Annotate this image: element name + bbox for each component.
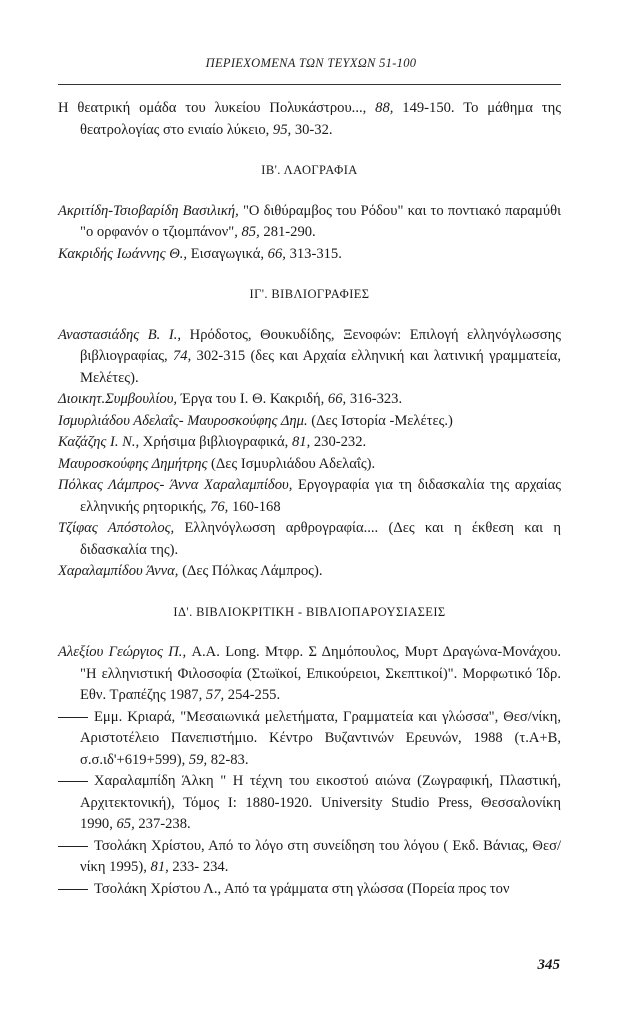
ditto-dash: [58, 717, 88, 718]
bib-entry: Κακριδής Ιωάννης Θ., Εισαγωγικά, 66, 313-315.: [58, 245, 342, 262]
intro-entry: Η θεατρική ομάδα του λυκείου Πολυκάστρου..., 88, 149-150. Το μάθημα της θεατρολογίας στο ενιαίο λύκειο, 95, 30-32.: [58, 100, 561, 138]
header-rule: [58, 84, 561, 85]
bib-entry-ditto: Τσολάκη Χρίστου Λ., Από τα γράμματα στη γλώσσα (Πορεία προς τον: [58, 879, 561, 901]
section-title-laografia: ΙΒ'. ΛΑΟΓΡΑΦΙΑ: [261, 163, 358, 177]
bib-entry-ditto: Τσολάκη Χρίστου, Από το λόγο στη συνείδηση του λόγου ( Εκδ. Βάνιας, Θεσ/νίκη 1995), 81, 233- 234.: [58, 836, 561, 879]
section-title-vivliokritiki: ΙΔ'. ΒΙΒΛΙΟΚΡΙΤΙΚΗ - ΒΙΒΛΙΟΠΑΡΟΥΣΙΑΣΕΙΣ: [173, 604, 446, 619]
running-head: ΠΕΡΙΕΧΟΜΕΝΑ ΤΩΝ ΤΕΥΧΩΝ 51-100: [205, 56, 417, 70]
bib-entry: Διοικητ.Συμβουλίου, Έργα του Ι. Θ. Κακριδή, 66, 316-323.: [58, 391, 403, 407]
bib-entry-ditto: Εμμ. Κριαρά, "Μεσαιωνικά μελετήματα, Γραμματεία και γλώσσα", Θεσ/νίκη, Αριστοτέλειο Πανεπιστήμιο. Κέντρο Βυζαντινών Ερευνών, 1988 (τ.Α+Β, σ.σ.ιδ'+619+599), 59, 82-83.: [58, 707, 561, 772]
ditto-dash: [58, 781, 88, 782]
ditto-dash: [58, 889, 88, 890]
bib-entry: Αλεξίου Γεώργιος Π., A.A. Long. Μτφρ. Σ Δημόπουλος, Μυρτ Δραγώνα-Μονάχου. "Η ελληνιστική Φιλοσοφία (Στωϊκοί, Επικούρειοι, Σκεπτικοί)". Μορφωτικό Ίδρ. Εθν. Τραπέζης 1987, 57, 254-255.: [58, 644, 561, 703]
bib-entry: Μαυροσκούφης Δημήτρης (Δες Ισμυρλιάδου Αδελαΐς).: [58, 455, 376, 472]
page-number: 345: [537, 957, 560, 973]
bib-entry: Ακριτίδη-Τσιοβαρίδη Βασιλική, "Ο διθύραμβος του Ρόδου" και το ποντιακό παραμύθι "ο ορφανόν ο τζιομπάνον", 85, 281-290.: [58, 202, 562, 240]
bib-entry: Αναστασιάδης Β. Ι., Ηρόδοτος, Θουκυδίδης, Ξενοφών: Επιλογή ελληνόγλωσσης βιβλιογραφίας, 74, 302-315 (δες και Αρχαία ελληνική και λατινική γραμματεία, Μελέτες).: [58, 326, 562, 386]
bib-entry: Πόλκας Λάμπρος- Άννα Χαραλαμπίδου, Εργογραφία για τη διδασκαλία της αρχαίας ελληνικής ρητορικής, 76, 160-168: [58, 477, 562, 515]
bib-entry: Ισμυρλιάδου Αδελαΐς- Μαυροσκούφης Δημ. (Δες Ιστορία -Μελέτες.): [58, 412, 453, 429]
bib-entry: Τζίφας Απόστολος, Ελληνόγλωσση αρθρογραφία.... (Δες και η έκθεση και η διδασκαλία της).: [58, 520, 561, 558]
bib-entry: Καζάζης Ι. Ν., Χρήσιμα βιβλιογραφικά, 81, 230-232.: [58, 434, 367, 450]
section-title-bibliografies: ΙΓ'. ΒΙΒΛΙΟΓΡΑΦΙΕΣ: [249, 287, 370, 301]
bib-entry: Χαραλαμπίδου Άννα, (Δες Πόλκας Λάμπρος).: [58, 563, 323, 579]
page-body: [58, 98, 561, 900]
ditto-dash: [58, 846, 88, 847]
bib-entry-ditto: Χαραλαμπίδη Άλκη " Η τέχνη του εικοστού αιώνα (Ζωγραφική, Πλαστική, Αρχιτεκτονική), Τόμος Ι: 1880-1920. University Studio Press, Θεσσαλονίκη 1990, 65, 237-238.: [58, 771, 561, 836]
